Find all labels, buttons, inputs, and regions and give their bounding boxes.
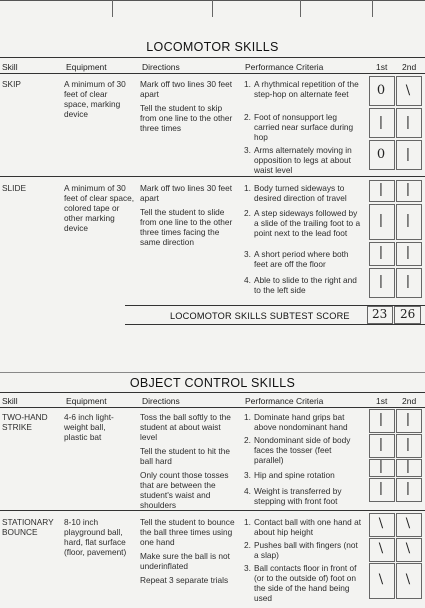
criterion xyxy=(244,145,362,175)
score-mark: | xyxy=(405,115,411,130)
criterion xyxy=(244,275,362,295)
col-directions: Directions xyxy=(142,62,180,72)
score-mark: | xyxy=(405,182,411,197)
score-mark: | xyxy=(405,213,411,228)
criterion-text: A short period where both feet are off the floor xyxy=(254,249,349,269)
score-mark: \ xyxy=(378,541,384,556)
col-equipment: Equipment xyxy=(66,396,107,406)
skill-name: SLIDE xyxy=(2,183,26,193)
criterion-number: 1. xyxy=(244,183,251,193)
header-tick xyxy=(300,0,301,17)
subtest-score-1: 23 xyxy=(372,307,388,321)
criterion-text: Contact ball with one hand at about hip height xyxy=(254,517,362,537)
col-skill: Skill xyxy=(2,396,18,406)
score-mark: | xyxy=(378,481,384,496)
score-mark: | xyxy=(405,481,411,496)
criterion-number: 2. xyxy=(244,435,251,445)
criterion xyxy=(244,208,362,238)
criterion-text: Ball contacts floor in front of (or to the outside of) foot on the side of the hand being used xyxy=(254,563,357,603)
skill-name: STATIONARY BOUNCE xyxy=(2,517,54,537)
criterion-text: Hip and spine rotation xyxy=(254,470,335,480)
col-equipment: Equipment xyxy=(66,62,107,72)
score-mark: \ xyxy=(378,516,384,531)
direction-line: Tell the student to bounce the ball three times using one hand xyxy=(140,517,235,547)
criterion xyxy=(244,470,362,480)
header-tick xyxy=(112,0,113,17)
score-mark: 0 xyxy=(376,147,386,162)
col-directions: Directions xyxy=(142,396,180,406)
score-mark: | xyxy=(378,182,384,197)
direction-line: Make sure the ball is not underinflated xyxy=(140,551,230,571)
score-mark: | xyxy=(405,274,411,289)
criterion-text: A step sideways followed by a slide of the trailing foot to a point next to the lead foot xyxy=(254,208,361,238)
criterion-text: A rhythmical repetition of the step-hop on alternate feet xyxy=(254,79,359,99)
criterion-number: 1. xyxy=(244,517,251,527)
score-mark: | xyxy=(378,245,384,260)
directions xyxy=(140,412,238,514)
col-trial-2: 2nd xyxy=(402,396,417,406)
criterion-number: 1. xyxy=(244,412,251,422)
criterion-text: Body turned sideways to desired direction of travel xyxy=(254,183,347,203)
locomotor-title: LOCOMOTOR SKILLS xyxy=(146,40,279,54)
criterion-number: 3. xyxy=(244,563,251,573)
score-mark: \ xyxy=(378,572,384,587)
criterion xyxy=(244,412,362,432)
criterion xyxy=(244,249,362,269)
divider xyxy=(0,57,425,58)
criterion-text: Arms alternately moving in opposition to legs at about waist level xyxy=(254,145,352,175)
col-criteria: Performance Criteria xyxy=(245,62,324,72)
criterion xyxy=(244,563,362,603)
col-trial-1: 1st xyxy=(376,396,388,406)
direction-line: Mark off two lines 30 feet apart xyxy=(140,183,233,203)
score-mark: | xyxy=(378,412,384,427)
direction-line: Tell the student to slide from one line to the other three times facing the same direction xyxy=(140,207,233,247)
directions xyxy=(140,79,238,137)
col-skill: Skill xyxy=(2,62,18,72)
equipment-text: 4-6 inch light-weight ball, plastic bat xyxy=(64,412,114,442)
subtest-rule xyxy=(125,324,425,325)
score-mark: | xyxy=(405,245,411,260)
direction-line: Only count those tosses that are between the student's waist and shoulders xyxy=(140,470,229,510)
score-mark: \ xyxy=(405,572,411,587)
criterion-text: Weight is transferred by stepping with front foot xyxy=(254,486,342,506)
score-mark: 0 xyxy=(376,83,386,98)
subtest-score-2: 26 xyxy=(400,307,416,321)
criterion-text: Nondominant side of body faces the tosser (feet parallel) xyxy=(254,435,351,465)
skill-name: TWO-HAND STRIKE xyxy=(2,412,48,432)
criterion-number: 1. xyxy=(244,79,251,89)
score-mark: \ xyxy=(405,83,411,98)
divider xyxy=(0,407,425,408)
criterion-text: Pushes ball with fingers (not a slap) xyxy=(254,540,358,560)
score-mark: \ xyxy=(405,516,411,531)
equipment-text: 8-10 inch playground ball, hard, flat surface (floor, pavement) xyxy=(64,517,127,557)
criterion xyxy=(244,79,362,99)
score-mark: | xyxy=(405,412,411,427)
directions xyxy=(140,517,238,589)
score-mark: | xyxy=(405,437,411,452)
criterion-number: 4. xyxy=(244,486,251,496)
score-mark: \ xyxy=(405,541,411,556)
criterion-number: 3. xyxy=(244,249,251,259)
col-trial-2: 2nd xyxy=(402,62,417,72)
direction-line: Mark off two lines 30 feet apart xyxy=(140,79,233,99)
direction-line: Tell the student to hit the ball hard xyxy=(140,446,230,466)
col-criteria: Performance Criteria xyxy=(245,396,324,406)
object-control-title: OBJECT CONTROL SKILLS xyxy=(129,376,296,390)
header-tick xyxy=(212,0,213,17)
direction-line: Toss the ball softly to the student at about waist level xyxy=(140,412,231,442)
direction-line: Repeat 3 separate trials xyxy=(140,575,229,585)
header-tick xyxy=(372,0,373,17)
criterion-text: Foot of nonsupport leg carried near surface during hop xyxy=(254,112,354,142)
score-mark: | xyxy=(378,274,384,289)
criterion xyxy=(244,112,362,142)
score-mark: | xyxy=(378,459,384,474)
equipment-text: A minimum of 30 feet of clear space, colored tape or other marking device xyxy=(64,183,135,233)
criterion xyxy=(244,183,362,203)
score-mark: | xyxy=(378,213,384,228)
divider xyxy=(0,176,425,177)
score-mark: | xyxy=(405,459,411,474)
col-trial-1: 1st xyxy=(376,62,388,72)
subtest-score-label: LOCOMOTOR SKILLS SUBTEST SCORE xyxy=(170,311,350,321)
criterion xyxy=(244,486,362,506)
criterion-number: 3. xyxy=(244,145,251,155)
direction-line: Tell the student to skip from one line to the other three times xyxy=(140,103,233,133)
divider xyxy=(0,372,425,373)
score-mark: | xyxy=(378,115,384,130)
score-mark: | xyxy=(378,437,384,452)
directions xyxy=(140,183,240,251)
score-mark: | xyxy=(405,147,411,162)
criterion-text: Dominate hand grips bat above nondominant hand xyxy=(254,412,348,432)
criterion-number: 2. xyxy=(244,540,251,550)
criterion-number: 3. xyxy=(244,470,251,480)
criterion xyxy=(244,517,362,537)
equipment-text: A minimum of 30 feet of clear space, marking device xyxy=(64,79,126,119)
criterion-text: Able to slide to the right and to the left side xyxy=(254,275,357,295)
criterion-number: 2. xyxy=(244,208,251,218)
criterion xyxy=(244,435,362,465)
criterion xyxy=(244,540,362,560)
skill-name: SKIP xyxy=(2,79,21,89)
divider xyxy=(0,392,425,393)
divider xyxy=(0,73,425,74)
divider xyxy=(0,510,425,511)
criterion-number: 2. xyxy=(244,112,251,122)
criterion-number: 4. xyxy=(244,275,251,285)
